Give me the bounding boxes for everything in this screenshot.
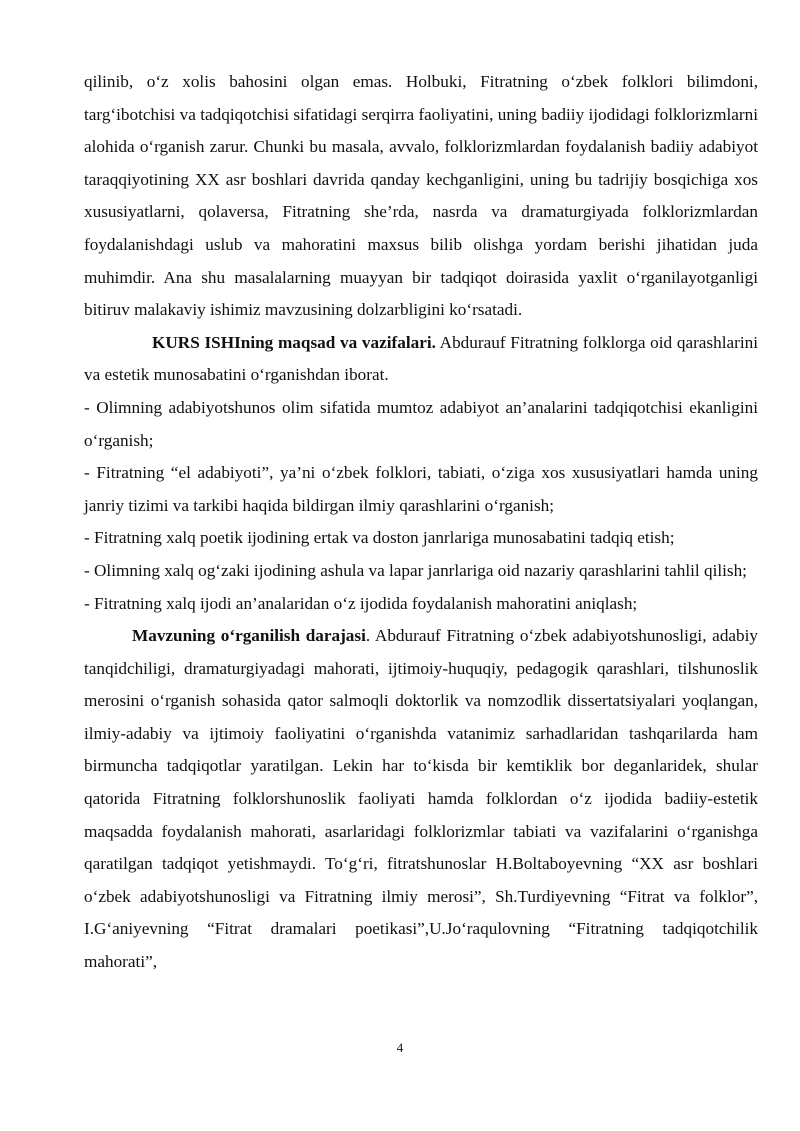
goals-heading: KURS ISHIning maqsad va vazifalari.	[152, 332, 436, 352]
paragraph-relevance: qilinib, o‘z xolis bahosini olgan emas. Holbuki, Fitratning o‘zbek folklori bilimdoni, targ‘ibotchisi va tadqiqotchisi sifatidagi serqirra faoliyatini, uning badiiy ijodidagi folklorizmlarni alohida o‘rganish zarur. Chunki bu masala, avvalo, folklorizmlardan foydalanish badiiy adabiyot taraqqiyotining XX asr boshlari davrida qanday kechganligini, uning bu tadrijiy bosqichiga xos xususiyatlarni, qolaversa, Fitratning she’rda, nasrda va dramaturgiyada folklorizmlardan foydalanishdagi uslub va mahoratini maxsus bilib olishga yordam berishi jihatidan juda muhimdir. Ana shu masalalarning muayyan bir tadqiqot doirasida yaxlit o‘rganilayotganligi bitiruv malakaviy ishimiz mavzusining dolzarbligini ko‘rsatadi.	[84, 72, 758, 320]
list-item: - Fitratning “el adabiyoti”, ya’ni o‘zbek folklori, tabiati, o‘ziga xos xususiyatlari hamda uning janriy tizimi va tarkibi haqida bildirgan ilmiy qarashlarini o‘rganish;	[84, 463, 758, 515]
list-item: - Olimning adabiyotshunos olim sifatida mumtoz adabiyot an’analarini tadqiqotchisi ekanligini o‘rganish;	[84, 397, 758, 450]
page-number: 4	[396, 1040, 404, 1055]
goals-text: Abdurauf Fitratning folklorga oid qarashlarini va estetik munosabatini o‘rganishdan iborat.	[84, 332, 758, 385]
list-item: - Fitratning xalq ijodi an’analaridan o‘z ijodida foydalanish mahoratini aniqlash;	[84, 593, 638, 613]
study-level-text: . Abdurauf Fitratning o‘zbek adabiyotshunosligi, adabiy tanqidchiligi, dramaturgiyadagi mahorati, ijtimoiy-huquqiy, pedagogik qarashlari, tilshunoslik merosini o‘rganish sohasida qator salmoqli doktorlik va nomzodlik dissertatsiyalari yoqlangan, ilmiy-adabiy va ijtimoiy faoliyatini o‘rganishda vatanimiz sarhadlaridan tashqarilarda ham birmuncha tadqiqotlar yaratilgan. Lekin har to‘kisda bir kemtiklik bor deganlaridek, shular qatorida Fitratning folklorshunoslik faoliyati hamda folklordan o‘z ijodida badiiy-estetik maqsadda foydalanish mahorati, asarlaridagi folklorizmlar tabiati va vazifalarini o‘rganishga qaratilgan tadqiqot yetishmaydi. To‘g‘ri, fitratshunoslar H.Boltaboyevning “XX asr boshlari o‘zbek adabiyotshunosligi va Fitratning ilmiy merosi”, Sh.Turdiyevning “Fitrat va folklor”, I.G‘aniyevning “Fitrat dramalari poetikasi”,U.Jo‘raqulovning “Fitratning tadqiqotchilik mahorati”,	[84, 626, 758, 972]
document-page	[84, 66, 758, 979]
study-level-heading: Mavzuning o‘rganilish darajasi	[132, 626, 366, 646]
list-item: - Fitratning xalq poetik ijodining ertak va doston janrlariga munosabatini tadqiq etish;	[84, 528, 675, 548]
paragraph-goals	[84, 327, 758, 392]
paragraph-study-level	[84, 620, 758, 979]
list-item: - Olimning xalq og‘zaki ijodining ashula va lapar janrlariga oid nazariy qarashlarini tahlil qilish;	[84, 560, 747, 580]
